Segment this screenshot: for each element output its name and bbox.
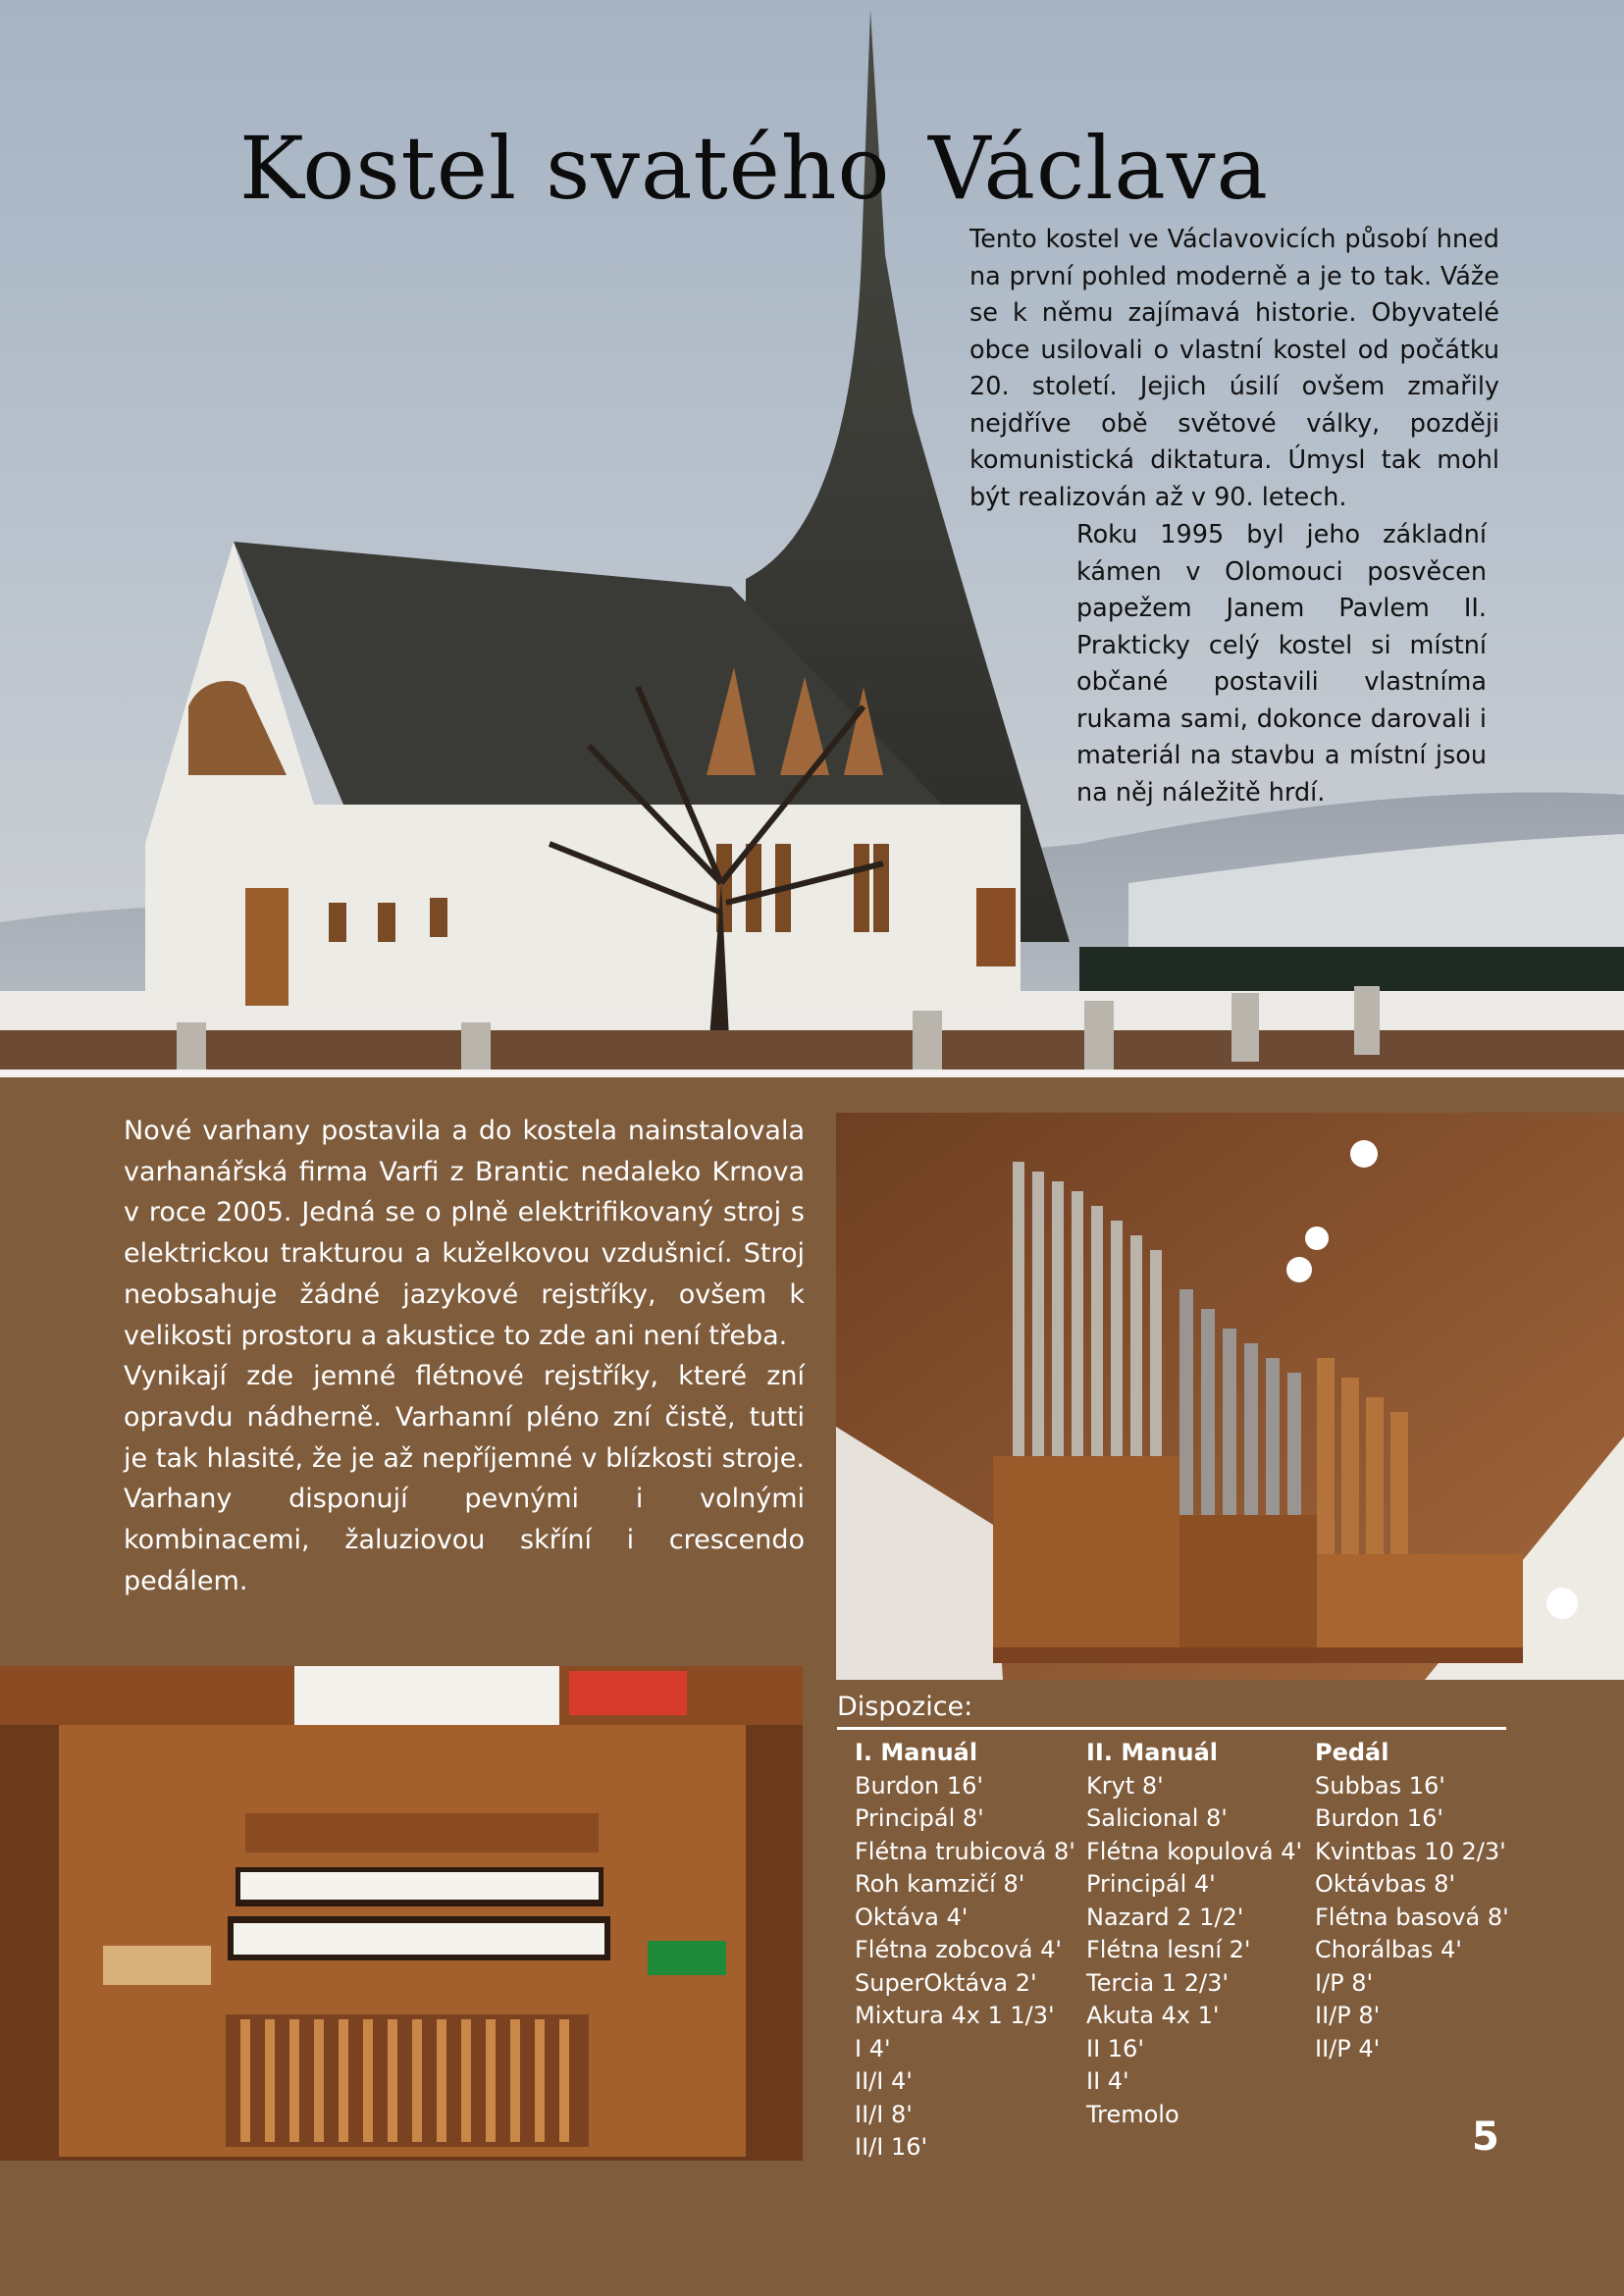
stop-item: Chorálbas 4' [1315,1936,1462,1963]
stop-item: II 4' [1086,2067,1129,2095]
organ-paragraph-2: Vynikají zde jemné flétnové rejstříky, které zní opravdu nádherně. Varhanní pléno zní čistě, tutti je tak hlasité, že je až nepříjemné v blízkosti stroje. Varhany disponují pevnými i volnými kombinacemi, žaluziovou skříní i crescendo pedálem. [124,1361,805,1596]
stop-item: Salicional 8' [1086,1804,1228,1832]
stop-item: Tremolo [1086,2100,1179,2128]
organ-paragraph-1: Nové varhany postavila a do kostela nainstalovala varhanářská firma Varfi z Brantic nedaleko Krnova v roce 2005. Jedná se o plně elektrifikovaný stroj s elektrickou trakturou a kuželkovou vzdušnicí. Stroj neobsahuje žádné jazykové rejstříky, ovšem k velikosti prostoru a akustice to zde ani není třeba. [124,1116,805,1351]
stop-column-pedal [1315,1737,1509,2065]
intro-paragraph-2: Roku 1995 byl jeho základní kámen v Olomouci posvěcen papežem Janem Pavlem II. Prakticky celý kostel si místní občané postavili vlastníma rukama sami, dokonce darovali i materiál na stavbu a místní jsou na něj náležitě hrdí. [1076,520,1487,808]
stop-item: Flétna lesní 2' [1086,1936,1251,1963]
dispozice-divider [837,1727,1506,1730]
stop-item: Flétna kopulová 4' [1086,1837,1303,1865]
stop-item: Akuta 4x 1' [1086,2002,1220,2029]
page-title [239,118,1270,219]
page-number: 5 [1472,2114,1499,2160]
organ-pipes-illustration [836,1113,1624,1680]
organ-description [124,1111,805,1601]
organ-console-illustration [0,1666,803,2161]
stop-item: Kryt 8' [1086,1771,1164,1800]
stop-item: Burdon 16' [855,1771,984,1800]
stop-item: II/P 8' [1315,2002,1381,2029]
stop-item: I 4' [855,2034,891,2062]
stop-item: Burdon 16' [1315,1804,1444,1832]
column-heading: II. Manuál [1086,1739,1219,1766]
stop-item: I/P 8' [1315,1968,1374,1997]
organ-console-photo [0,1666,803,2161]
title-left: Kostel svatého [239,118,891,219]
stop-item: Oktáva 4' [855,1903,969,1931]
stop-item: Subbas 16' [1315,1771,1445,1800]
stop-item: Nazard 2 1/2' [1086,1903,1244,1931]
stop-item: Kvintbas 10 2/3' [1315,1837,1506,1865]
stop-item: Flétna basová 8' [1315,1903,1509,1931]
stop-column-manual-1 [855,1737,1075,2165]
organ-pipes-photo [836,1113,1624,1680]
stop-item: Flétna zobcová 4' [855,1936,1062,1963]
stop-item: Mixtura 4x 1 1/3' [855,2002,1055,2029]
stop-item: Roh kamzičí 8' [855,1870,1025,1898]
intro-paragraph-1: Tento kostel ve Václavovicích působí hned na první pohled moderně a je to tak. Váže se k němu zajímavá historie. Obyvatelé obce usilovali o vlastní kostel od počátku 20. století. Jejich úsilí ovšem zmařily nejdříve obě světové války, později komunistická diktatura. Úmysl tak mohl být realizován až v 90. letech. [969,225,1499,512]
stop-item: Principál 4' [1086,1870,1216,1898]
stop-item: II/I 4' [855,2067,913,2095]
stop-column-manual-2 [1086,1737,1302,2131]
dispozice-heading: Dispozice: [837,1692,973,1722]
stop-item: II 16' [1086,2034,1144,2062]
stop-item: II/I 16' [855,2133,928,2161]
title-right: Václava [928,118,1270,219]
stop-item: II/I 8' [855,2100,913,2128]
stop-item: Oktávbas 8' [1315,1870,1456,1898]
stop-item: SuperOktáva 2' [855,1968,1037,1997]
stop-item: Principál 8' [855,1804,984,1832]
church-photo [0,0,1624,1077]
stop-item: Tercia 1 2/3' [1086,1968,1230,1997]
stop-item: Flétna trubicová 8' [855,1837,1075,1865]
column-heading: I. Manuál [855,1739,978,1766]
stop-item: II/P 4' [1315,2034,1381,2062]
column-heading: Pedál [1315,1739,1389,1766]
